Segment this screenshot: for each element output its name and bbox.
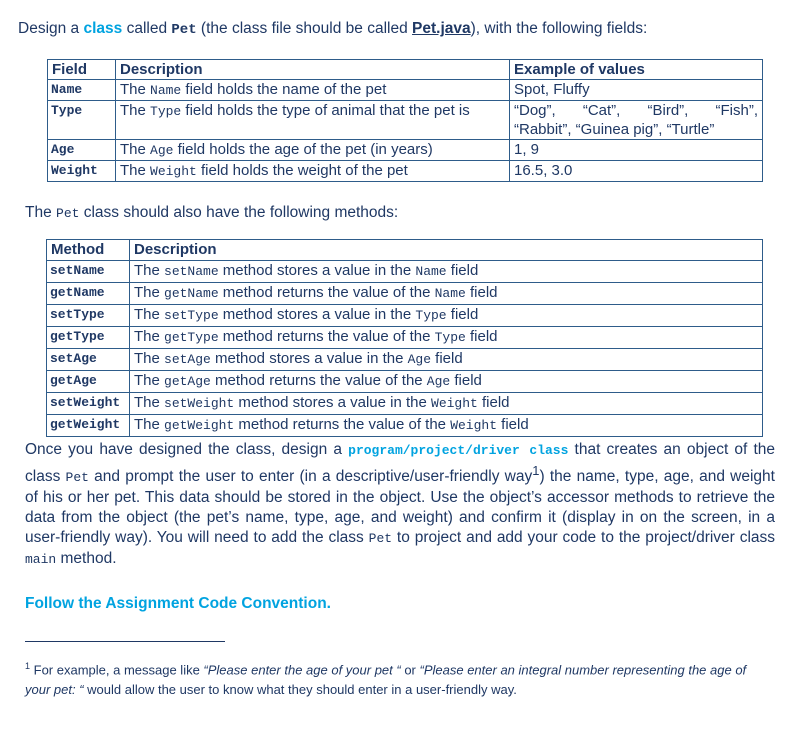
field-name: Name	[48, 80, 116, 101]
pet-code: Pet	[171, 22, 197, 38]
table-row	[48, 101, 763, 140]
methods-table	[46, 239, 763, 437]
method-name: setType	[47, 305, 130, 327]
field-name: Weight	[48, 161, 116, 182]
pet-java-filename: Pet.java	[412, 20, 471, 37]
fields-table	[47, 59, 763, 182]
method-name: getType	[47, 327, 130, 349]
method-name: setAge	[47, 349, 130, 371]
col-header-field: Field	[48, 60, 116, 80]
table-row	[48, 80, 763, 101]
methods-header-row	[47, 240, 763, 261]
field-description: The Type field holds the type of animal that the pet is	[116, 101, 510, 140]
field-example: 1, 9	[510, 140, 763, 161]
method-name: getAge	[47, 371, 130, 393]
method-description: The getName method returns the value of the Name field	[130, 283, 763, 305]
methods-intro: The Pet class should also have the following methods:	[25, 204, 399, 221]
method-name: setName	[47, 261, 130, 283]
class-keyword: class	[83, 20, 123, 37]
col-header-example: Example of values	[510, 60, 763, 80]
footnote-divider	[25, 641, 225, 642]
table-row	[48, 161, 763, 182]
method-description: The getWeight method returns the value of the Weight field	[130, 415, 763, 437]
field-example: 16.5, 3.0	[510, 161, 763, 182]
col-header-method: Method	[47, 240, 130, 261]
field-description: The Age field holds the age of the pet (in years)	[116, 140, 510, 161]
instructions-paragraph: Once you have designed the class, design a program/project/driver class that creates an object of the class Pet and prompt the user to enter (in a descriptive/user-friendly way$^1$) the name, type, age, and weight of his or her pet. This data should be stored in the object. Use the object’s accessor methods to retrieve the data from the object (the pet’s name, type, age, and weight) and confirm it (display in on the screen, in a user-friendly way). You will need to add the class Pet to project and add your code to the project/driver class main method.	[25, 441, 776, 568]
fields-header-row	[48, 60, 763, 80]
code-convention-note: Follow the Assignment Code Convention.	[25, 595, 331, 612]
table-row	[47, 261, 763, 283]
table-row	[48, 140, 763, 161]
program-keyword: program/project/driver class	[348, 443, 569, 458]
method-description: The setName method stores a value in the Name field	[130, 261, 763, 283]
intro-line: Design a class called Pet (the class file should be called Pet.java), with the following fields:	[18, 20, 648, 38]
table-row	[47, 327, 763, 349]
method-description: The setType method stores a value in the Type field	[130, 305, 763, 327]
col-header-description: Description	[116, 60, 510, 80]
method-description: The getType method returns the value of the Type field	[130, 327, 763, 349]
field-name: Age	[48, 140, 116, 161]
method-description: The getAge method returns the value of the Age field	[130, 371, 763, 393]
field-example: “Dog”, “Cat”, “Bird”, “Fish”, “Rabbit”, “Guinea pig”, “Turtle”	[510, 101, 763, 140]
table-row	[47, 415, 763, 437]
field-description: The Weight field holds the weight of the pet	[116, 161, 510, 182]
method-description: The setAge method stores a value in the Age field	[130, 349, 763, 371]
field-name: Type	[48, 101, 116, 140]
table-row	[47, 349, 763, 371]
field-example: Spot, Fluffy	[510, 80, 763, 101]
col-header-description: Description	[130, 240, 763, 261]
table-row	[47, 371, 763, 393]
method-name: setWeight	[47, 393, 130, 415]
method-name: getWeight	[47, 415, 130, 437]
method-description: The setWeight method stores a value in the Weight field	[130, 393, 763, 415]
table-row	[47, 393, 763, 415]
footnote-ref: 1	[532, 463, 540, 478]
method-name: getName	[47, 283, 130, 305]
table-row	[47, 305, 763, 327]
field-description: The Name field holds the name of the pet	[116, 80, 510, 101]
footnote: $^1$ For example, a message like “Please enter the age of your pet “ or “Please enter an integral number representing the age of your pet: “ would allow the user to know what they should enter in a user-friendly way.	[25, 661, 747, 698]
table-row	[47, 283, 763, 305]
